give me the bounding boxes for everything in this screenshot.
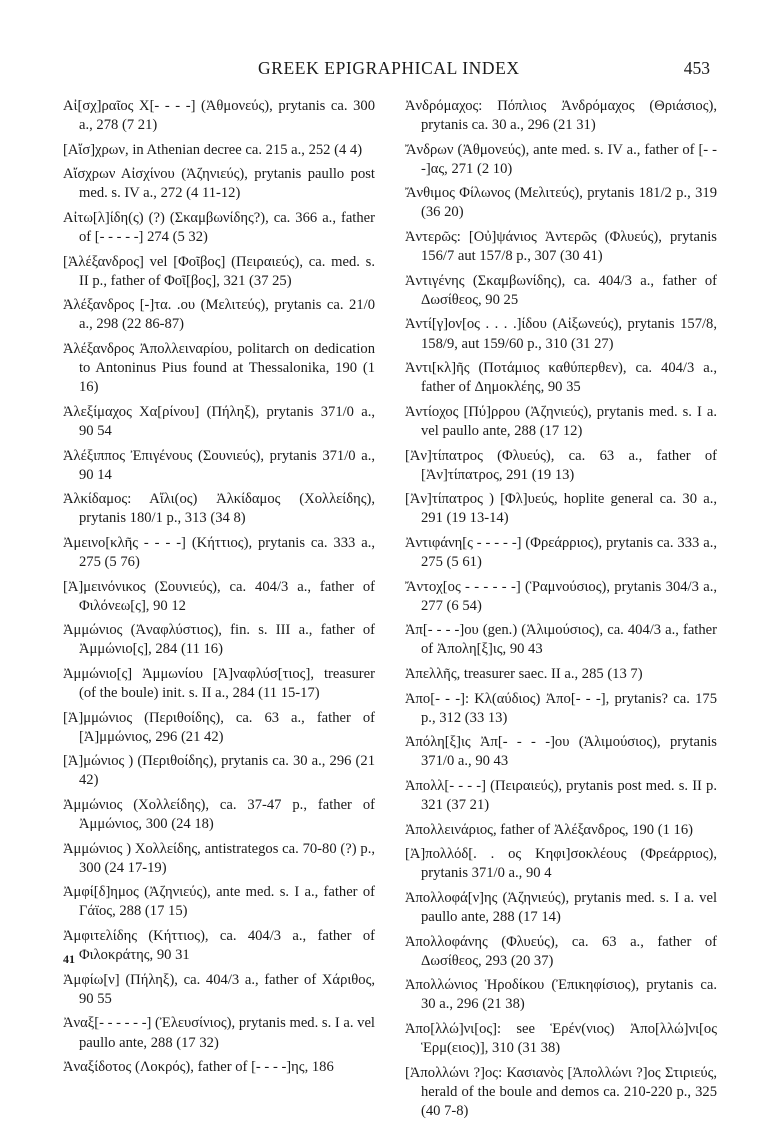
index-entry: Ἀμφιτελίδης (Κήττιος), ca. 404/3 a., father of Φιλοκράτης, 90 31 bbox=[63, 928, 375, 964]
index-entry: Αἰ[σχ]ραῖος Χ[- - - -] (Ἀθμονεύς), prytanis ca. 300 a., 278 (7 21) bbox=[63, 98, 375, 134]
signature-mark: 41 bbox=[63, 952, 75, 966]
index-entry: Ἀναξίδοτος (Λοκρός), father of [- - - -]ης, 186 bbox=[63, 1059, 334, 1076]
index-entry: Ἀντίοχος [Πύ]ρρου (Ἀζηνιεύς), prytanis med. s. I a. vel paullo ante, 288 (17 12) bbox=[405, 403, 717, 439]
index-entry: [Ἀ]μώνιος ) (Περιθοίδης), prytanis ca. 30 a., 296 (21 42) bbox=[63, 753, 375, 789]
index-entry: Ἀμμώνιος (Ἀναφλύστιος), fin. s. III a., father of Ἀμμώνιο[ς], 284 (11 16) bbox=[63, 622, 375, 658]
index-entry: Ἀπολλ[- - - -] (Πειραιεύς), prytanis post med. s. II p. 321 (37 21) bbox=[405, 777, 717, 813]
index-entry: Ἄνδρων (Ἀθμονεύς), ante med. s. IV a., father of [- - -]ας, 271 (2 10) bbox=[405, 141, 717, 177]
page-header bbox=[60, 58, 710, 82]
index-entry: Ἀλέξιππος Ἐπιγένους (Σουνιεύς), prytanis 371/0 a., 90 14 bbox=[63, 447, 375, 483]
index-entry: Ἀναξ[- - - - - -] (Ἐλευσίνιος), prytanis med. s. I a. vel paullo ante, 288 (17 32) bbox=[63, 1015, 375, 1051]
index-entry: [Ἀ]πολλόδ[. . ος Κηφι]σοκλέους (Φρεάρριος), prytanis 371/0 a., 90 4 bbox=[405, 846, 717, 882]
index-entry: Ἀπο[- - -]: Κλ(αύδιος) Ἀπο[- - -], prytanis? ca. 175 p., 312 (33 13) bbox=[405, 690, 717, 726]
index-entry: [Ἀπολλώνι ?]ος: Κασιανὸς [Ἀπολλώνι ?]ος Στιριεύς, herald of the boule and demos ca. 210-220 p., 325 (40 7-8) bbox=[405, 1064, 717, 1119]
index-entry: [Ἀ]μεινόνικος (Σουνιεύς), ca. 404/3 a., father of Φιλόνεω[ς], 90 12 bbox=[63, 578, 375, 614]
index-entry: Ἀντί[γ]ον[ος . . . .]ίδου (Αἰξωνεύς), prytanis 157/8, 158/9, aut 159/60 p., 310 (31 27) bbox=[405, 316, 717, 352]
index-entry: Ἀμμώνιος (Χολλείδης), ca. 37-47 p., father of Ἀμμώνιος, 300 (24 18) bbox=[63, 797, 375, 833]
index-entry: Ἀπολλοφάνης (Φλυεύς), ca. 63 a., father of Δωσίθεος, 293 (20 37) bbox=[405, 933, 717, 969]
index-entry: Ἀπολλώνιος Ἡροδίκου (Ἐπικηφίσιος), prytanis ca. 30 a., 296 (21 38) bbox=[405, 977, 717, 1013]
index-entry: Ἀλέξανδρος Ἀπολλειναρίου, politarch on dedication to Antoninus Pius found at Thessalonika, 190 (1 16) bbox=[63, 341, 375, 396]
index-entry: Αἴσχρων Αἰσχίνου (Ἀζηνιεύς), prytanis paullo post med. s. IV a., 272 (4 11-12) bbox=[63, 166, 375, 202]
index-entry: [Ἀλέξανδρος] vel [Φοῖβος] (Πειραιεύς), ca. med. s. II p., father of Φοῖ[βος], 321 (37 25) bbox=[63, 253, 375, 289]
index-entry: Ἀμφίω[ν] (Πήληξ), ca. 404/3 a., father of Χάριθος, 90 55 bbox=[63, 971, 375, 1007]
index-entry: Ἀπολλοφά[ν]ης (Ἀζηνιεύς), prytanis med. s. I a. vel paullo ante, 288 (17 14) bbox=[405, 889, 717, 925]
index-entry: Ἀπόλη[ξ]ις Ἀπ[- - - -]ου (Ἁλιμούσιος), prytanis 371/0 a., 90 43 bbox=[405, 734, 717, 770]
index-entry: Ἀπελλῆς, treasurer saec. II a., 285 (13 7) bbox=[405, 665, 643, 682]
index-entry: Ἀμεινο[κλῆς - - - -] (Κήττιος), prytanis ca. 333 a., 275 (5 76) bbox=[63, 534, 375, 570]
index-entry: Ἀπο[λλώ]νι[ος]: see Ἑρέν(νιος) Ἀπο[λλώ]νι[ος Ἑρμ(ειος)], 310 (31 38) bbox=[405, 1020, 717, 1057]
index-entry: [Ἀν]τίπατρος (Φλυεύς), ca. 63 a., father of [Ἀν]τίπατρος, 291 (19 13) bbox=[405, 447, 717, 483]
index-entry: Αἰτω[λ]ίδη(ς) (?) (Σκαμβωνίδης?), ca. 366 a., father of [- - - - -] 274 (5 32) bbox=[63, 209, 375, 246]
index-entry: [Ἀν]τίπατρος ) [Φλ]υεύς, hoplite general ca. 30 a., 291 (19 13-14) bbox=[405, 491, 717, 527]
index-entry: [Ἀ]μμώνιος (Περιθοίδης), ca. 63 a., father of [Ἀ]μμώνιος, 296 (21 42) bbox=[63, 709, 375, 745]
index-entry: Ἀντιφάνη[ς - - - - -] (Φρεάρριος), prytanis ca. 333 a., 275 (5 61) bbox=[405, 534, 717, 570]
index-entry: Ἀντιγένης (Σκαμβωνίδης), ca. 404/3 a., father of Δωσίθεος, 90 25 bbox=[405, 272, 717, 308]
index-entry: Ἀμμώνιος ) Χολλείδης, antistrategos ca. 70-80 (?) p., 300 (24 17-19) bbox=[63, 840, 375, 876]
index-entry: Ἀντι[κλ]ῆς (Ποτάμιος καθύπερθεν), ca. 404/3 a., father of Δημοκλέης, 90 35 bbox=[405, 360, 717, 396]
index-entry: Ἀλεξίμαχος Χα[ρίνου] (Πήληξ), prytanis 371/0 a., 90 54 bbox=[63, 403, 375, 439]
page-number: 453 bbox=[683, 58, 710, 78]
left-index-column bbox=[63, 97, 375, 1083]
index-entry: Ἀλέξανδρος [-]τα. .ου (Μελιτεύς), prytanis ca. 21/0 a., 298 (22 86-87) bbox=[63, 297, 375, 333]
index-entry: [Αἴσ]χρων, in Athenian decree ca. 215 a., 252 (4 4) bbox=[63, 141, 363, 158]
running-title: GREEK EPIGRAPHICAL INDEX bbox=[258, 58, 520, 78]
index-entry: Ἀμφί[δ]ημος (Ἀζηνιεύς), ante med. s. I a., father of Γάϊος, 288 (17 15) bbox=[63, 884, 375, 920]
index-entry: Ἀντερῶς: [Οὐ]ψάνιος Ἀντερῶς (Φλυεύς), prytanis 156/7 aut 157/8 p., 307 (30 41) bbox=[405, 229, 717, 265]
right-index-column bbox=[405, 97, 717, 1126]
index-entry: Ἀλκίδαμος: Αἴλι(ος) Ἀλκίδαμος (Χολλείδης), prytanis 180/1 p., 313 (34 8) bbox=[63, 491, 375, 527]
index-entry: Ἀπολλεινάριος, father of Ἀλέξανδρος, 190 (1 16) bbox=[405, 821, 693, 838]
index-entry: Ἀπ[- - - -]ου (gen.) (Ἁλιμούσιος), ca. 404/3 a., father of Ἀπολη[ξ]ις, 90 43 bbox=[405, 622, 717, 658]
index-entry: Ἀνδρόμαχος: Πόπλιος Ἀνδρόμαχος (Θριάσιος), prytanis ca. 30 a., 296 (21 31) bbox=[405, 98, 717, 134]
index-entry: Ἀμμώνιο[ς] Ἀμμωνίου [Ἀ]ναφλύσ[τιος], treasurer (of the boule) init. s. II a., 284 (11 15-17) bbox=[63, 665, 375, 702]
index-entry: Ἄντοχ[ος - - - - - -] (Ῥαμνούσιος), prytanis 304/3 a., 277 (6 54) bbox=[405, 578, 717, 614]
index-entry: Ἄνθιμος Φίλωνος (Μελιτεύς), prytanis 181/2 p., 319 (36 20) bbox=[405, 185, 717, 221]
